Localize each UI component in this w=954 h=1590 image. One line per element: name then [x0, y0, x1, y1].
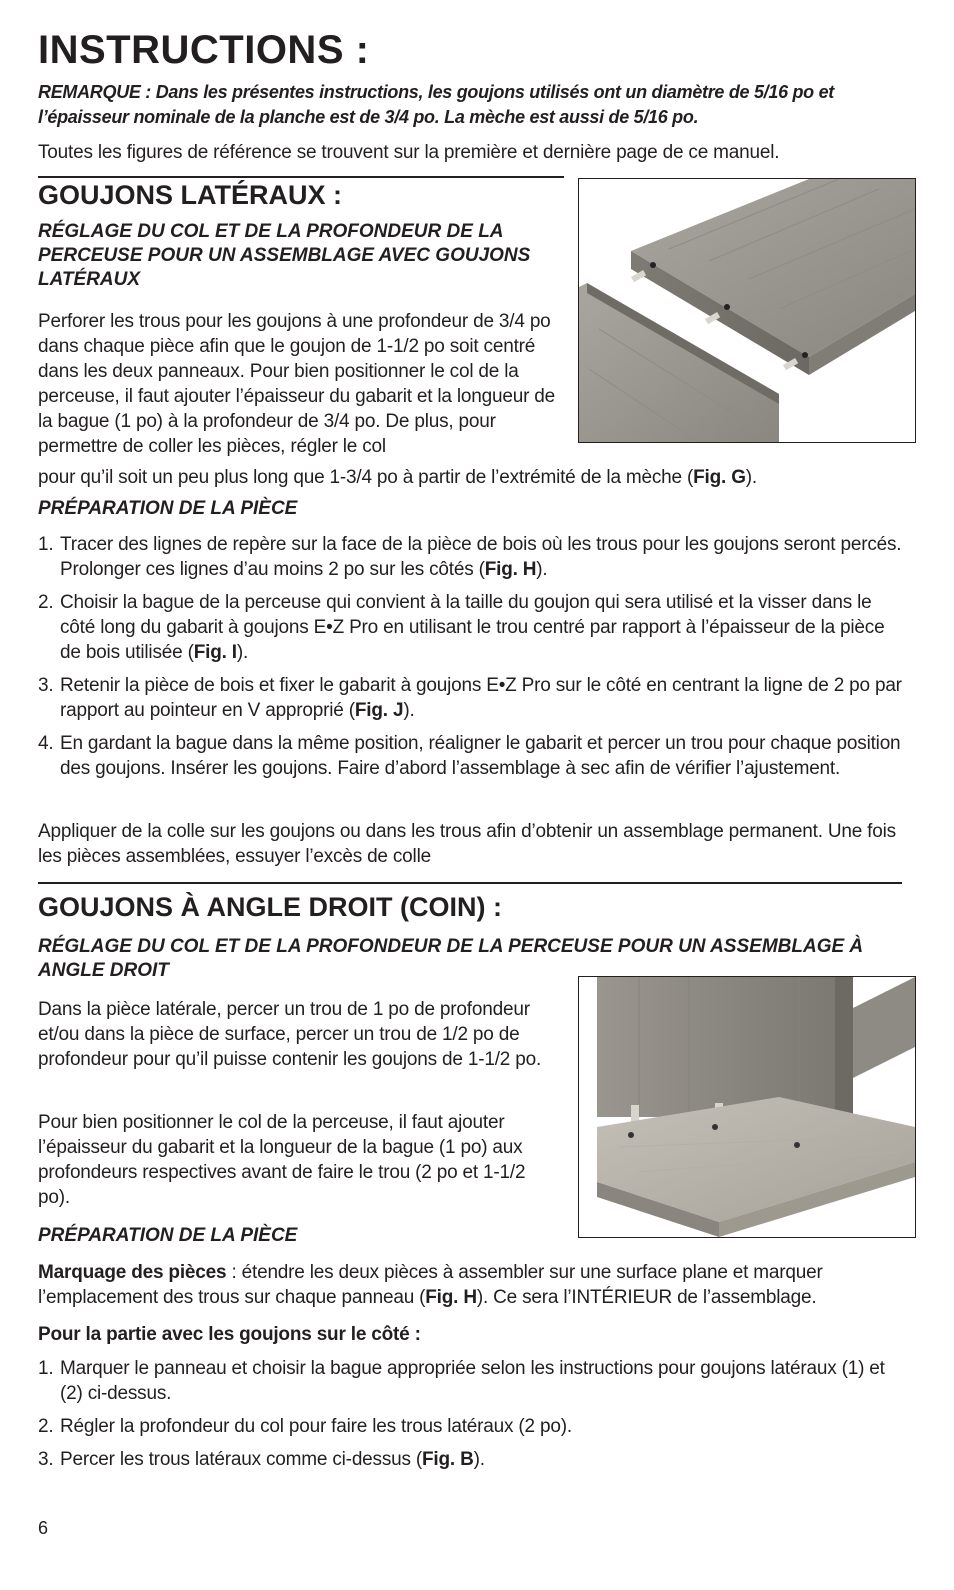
list-item: 4. En gardant la bague dans la même position, réaligner le gabarit et percer un trou pour chaque position des goujons. Insérer les goujons. Faire d’abord l’assemblage à sec afin de vérifier l’ajustement. — [38, 733, 901, 779]
page-number: 6 — [38, 1518, 49, 1538]
list-item: 1. Marquer le panneau et choisir la bague appropriée selon les instructions pour goujons latéraux (1) et (2) ci-dessus. — [38, 1358, 885, 1404]
list-item: 1. Tracer des lignes de repère sur la face de la pièce de bois où les trous pour les goujons seront percés. Prolonger ces lignes d’au moins 2 po sur les côtés (Fig. H). — [38, 534, 902, 580]
list-item: 3. Retenir la pièce de bois et fixer le gabarit à goujons E•Z Pro sur le côté en centrant la ligne de 2 po par rapport au pointeur en V approprié (Fig. J). — [38, 675, 902, 721]
list-item: 2. Choisir la bague de la perceuse qui convient à la taille du goujon qui sera utilisé et la visser dans le côté long du gabarit à goujons E•Z Pro en utilisant le trou centré par rapport à l’épaisseur de la pièce de bois utilisée (Fig. I). — [38, 592, 885, 663]
section-heading-side-dowels: GOUJONS LATÉRAUX : — [38, 180, 343, 210]
boards-with-dowels-image — [579, 179, 915, 442]
list-item: 2. Régler la profondeur du col pour faire les trous latéraux (2 po). — [38, 1416, 572, 1437]
side-dowel-joint-illustration — [578, 178, 916, 443]
page-title: INSTRUCTIONS : — [38, 28, 370, 72]
reference-note: Toutes les figures de référence se trouvent sur la première et dernière page de ce manuel. — [38, 142, 780, 163]
section-divider — [38, 882, 902, 884]
note-remark: REMARQUE : Dans les présentes instructions, les goujons utilisés ont un diamètre de 5/16 po et l’épaisseur nominale de la planche est de 3/4 po. La mèche est aussi de 5/16 po. — [38, 82, 834, 127]
prep-heading-1: PRÉPARATION DE LA PIÈCE — [38, 498, 298, 519]
corner-joint-image — [579, 977, 915, 1237]
right-angle-paragraph-2: Pour bien positionner le col de la perceuse, il faut ajouter l’épaisseur du gabarit et la longueur de la bague (1 po) aux profondeurs respectives avant de faire le trou (2 po et 1-1/2 po). — [38, 1112, 526, 1208]
section-divider — [38, 176, 564, 178]
section-subheading-setup: RÉGLAGE DU COL ET DE LA PROFONDEUR DE LA PERCEUSE POUR UN ASSEMBLAGE AVEC GOUJONS LATÉRAUX — [38, 221, 531, 290]
section-subheading-right-angle: RÉGLAGE DU COL ET DE LA PROFONDEUR DE LA PERCEUSE POUR UN ASSEMBLAGE À ANGLE DROIT — [38, 936, 864, 981]
section-heading-right-angle: GOUJONS À ANGLE DROIT (COIN) : — [38, 892, 502, 922]
side-dowel-paragraph: Perforer les trous pour les goujons à une profondeur de 3/4 po dans chaque pièce afin que le goujon de 1-1/2 po soit centré dans les deux panneaux. Pour bien positionner le col de la perceuse, il faut ajouter l’épaisseur du gabarit et la longueur de la bague (1 po) à la profondeur de 3/4 po. De plus, pour permettre de coller les pièces, régler le col — [38, 311, 556, 457]
marking-paragraph: Marquage des pièces : étendre les deux pièces à assembler sur une surface plane et marquer l’emplacement des trous sur chaque panneau (Fig. H). Ce sera l’INTÉRIEUR de l’assemblage. — [38, 1262, 823, 1308]
side-dowel-steps — [38, 532, 908, 789]
right-angle-joint-illustration — [578, 976, 916, 1238]
right-angle-steps — [38, 1356, 908, 1480]
side-dowel-paragraph-end: pour qu’il soit un peu plus long que 1-3/4 po à partir de l’extrémité de la mèche (Fig. G). — [38, 467, 757, 488]
glue-paragraph: Appliquer de la colle sur les goujons ou dans les trous afin d’obtenir un assemblage permanent. Une fois les pièces assemblées, essuyer l’excès de colle — [38, 821, 896, 867]
side-dowel-part-heading: Pour la partie avec les goujons sur le côté : — [38, 1324, 421, 1345]
list-item: 3. Percer les trous latéraux comme ci-dessus (Fig. B). — [38, 1449, 485, 1470]
prep-heading-2: PRÉPARATION DE LA PIÈCE — [38, 1225, 298, 1246]
right-angle-paragraph-1: Dans la pièce latérale, percer un trou de 1 po de profondeur et/ou dans la pièce de surface, percer un trou de 1/2 po de profondeur pour qu’il puisse contenir les goujons de 1-1/2 po. — [38, 999, 542, 1070]
